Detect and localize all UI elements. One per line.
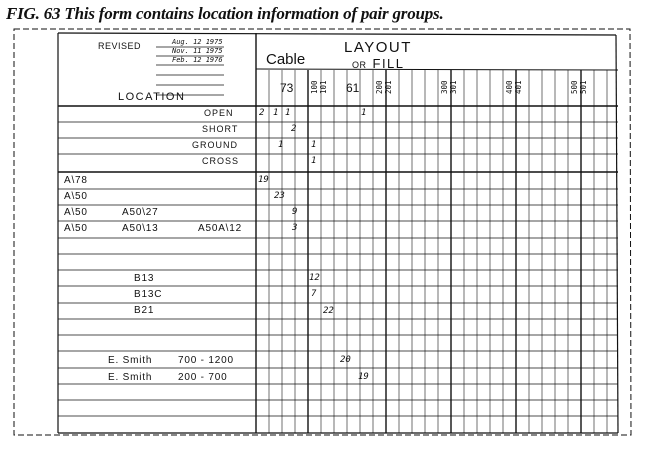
revised-date-2: Nov. 11 1975 (172, 47, 223, 55)
condition-cross: CROSS (202, 156, 240, 166)
open-mark: 1 (273, 108, 279, 118)
header-number-73: 73 (280, 81, 294, 95)
cable-label: Cable (266, 51, 306, 68)
row-6-mark: 7 (311, 289, 317, 299)
range-label-400: 400 (505, 80, 514, 94)
location-header: LOCATION (118, 91, 186, 103)
row-6-location: B13C (134, 289, 163, 300)
range-label-201: 201 (384, 80, 393, 94)
layout-label: LAYOUT (344, 39, 412, 56)
row-7-location: B21 (134, 305, 155, 316)
open-mark: 1 (285, 108, 291, 118)
row-2-location: A\50 (64, 191, 88, 202)
ground-mark: 1 (278, 140, 284, 150)
condition-open: OPEN (204, 108, 234, 118)
range-label-401: 401 (514, 80, 523, 94)
row-2-mark: 23 (274, 191, 285, 201)
row-4-sublocation: A50\13 (122, 223, 159, 234)
range-label-100: 100 (310, 80, 319, 94)
figure-caption: FIG. 63 This form contains location information of pair groups. (6, 4, 444, 23)
row-9-location: E. Smith (108, 372, 153, 383)
grid-columns (269, 70, 607, 433)
or-label: OR (352, 60, 367, 70)
condition-short: SHORT (202, 124, 239, 134)
row-3-mark: 9 (292, 207, 298, 217)
row-1-mark: 19 (258, 175, 269, 185)
open-mark: 2 (259, 108, 265, 118)
range-label-500: 500 (570, 80, 579, 94)
row-4-location: A\50 (64, 223, 88, 234)
range-label-501: 501 (579, 80, 588, 94)
row-1-location: A\78 (64, 175, 88, 186)
row-5-mark: 12 (309, 273, 320, 283)
range-label-301: 301 (449, 80, 458, 94)
ground-mark: 1 (311, 140, 317, 150)
header-number-61: 61 (346, 81, 360, 95)
row-9-range: 200 - 700 (178, 372, 228, 383)
fill-label: FILL (372, 56, 405, 71)
open-mark: 1 (361, 108, 367, 118)
row-5-location: B13 (134, 273, 155, 284)
cross-mark: 1 (311, 156, 317, 166)
pair-group-location-form (12, 25, 632, 445)
revised-label: REVISED (98, 41, 142, 51)
row-8-range: 700 - 1200 (178, 355, 234, 366)
row-8-mark: 20 (340, 355, 351, 365)
row-4-subsublocation: A50A\12 (198, 223, 242, 234)
row-3-sublocation: A50\27 (122, 207, 159, 218)
condition-ground: GROUND (192, 140, 238, 150)
revised-date-1: Aug. 12 1975 (172, 38, 223, 46)
row-9-mark: 19 (358, 372, 369, 382)
range-label-101: 101 (319, 80, 328, 94)
layout-or-fill (352, 57, 405, 70)
range-label-200: 200 (375, 80, 384, 94)
row-3-location: A\50 (64, 207, 88, 218)
row-7-mark: 22 (323, 306, 334, 316)
revised-date-3: Feb. 12 1976 (172, 56, 223, 64)
row-8-location: E. Smith (108, 355, 153, 366)
row-4-mark: 3 (292, 223, 298, 233)
short-mark: 2 (291, 124, 297, 134)
range-label-300: 300 (440, 80, 449, 94)
